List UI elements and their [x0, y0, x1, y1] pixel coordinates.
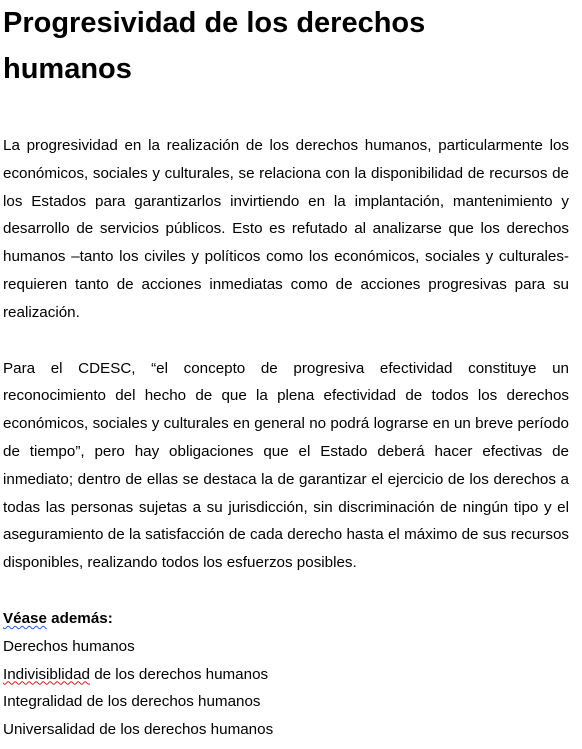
title-line-2: humanos [3, 53, 132, 85]
see-also-heading-word: Véase [3, 609, 47, 627]
see-also-item [3, 633, 569, 661]
see-also-heading [3, 605, 569, 633]
document-title [3, 0, 569, 92]
see-also-item [3, 661, 569, 689]
misspelled-word: Indivisiblidad [3, 665, 90, 683]
see-also-heading-rest: además: [46, 609, 113, 627]
see-also-item [3, 716, 569, 744]
see-also-list [3, 633, 569, 744]
see-also-section [3, 605, 569, 744]
see-also-item-text: Derechos humanos [3, 637, 135, 655]
see-also-item [3, 688, 569, 716]
paragraph-2: Para el CDESC, “el concepto de progresiva efectividad constituye un reconocimiento del hecho de que la plena efectividad de todos los derechos económicos, sociales y culturales en general no podrá lograrse en un breve período de tiempo”, pero hay obligaciones que el Estado deberá hacer efectivas de inmediato; dentro de ellas se destaca la de garantizar el ejercicio de los derechos a todas las personas sujetas a su jurisdicción, sin discriminación de ningún tipo y el aseguramiento de la satisfacción de cada derecho hasta el máximo de sus recursos disponibles, realizando todos los esfuerzos posibles. [3, 359, 569, 572]
see-also-item-text: Integralidad de los derechos humanos [3, 693, 261, 711]
see-also-item-text: de los derechos humanos [89, 665, 269, 683]
title-line-1: Progresividad de los derechos [3, 7, 426, 39]
see-also-item-text: Universalidad de los derechos humanos [3, 721, 274, 739]
paragraph-1: La progresividad en la realización de los derechos humanos, particularmente los económicos, sociales y culturales, se relaciona con la disponibilidad de recursos de los Estados para garantizarlos invirtiendo en la implantación, mantenimiento y desarrollo de servicios públicos. Esto es refutado al analizarse que los derechos humanos –tanto los civiles y políticos como los económicos, sociales y culturales- requieren tanto de acciones inmediatas como de acciones progresivas para su realización. [3, 137, 569, 321]
